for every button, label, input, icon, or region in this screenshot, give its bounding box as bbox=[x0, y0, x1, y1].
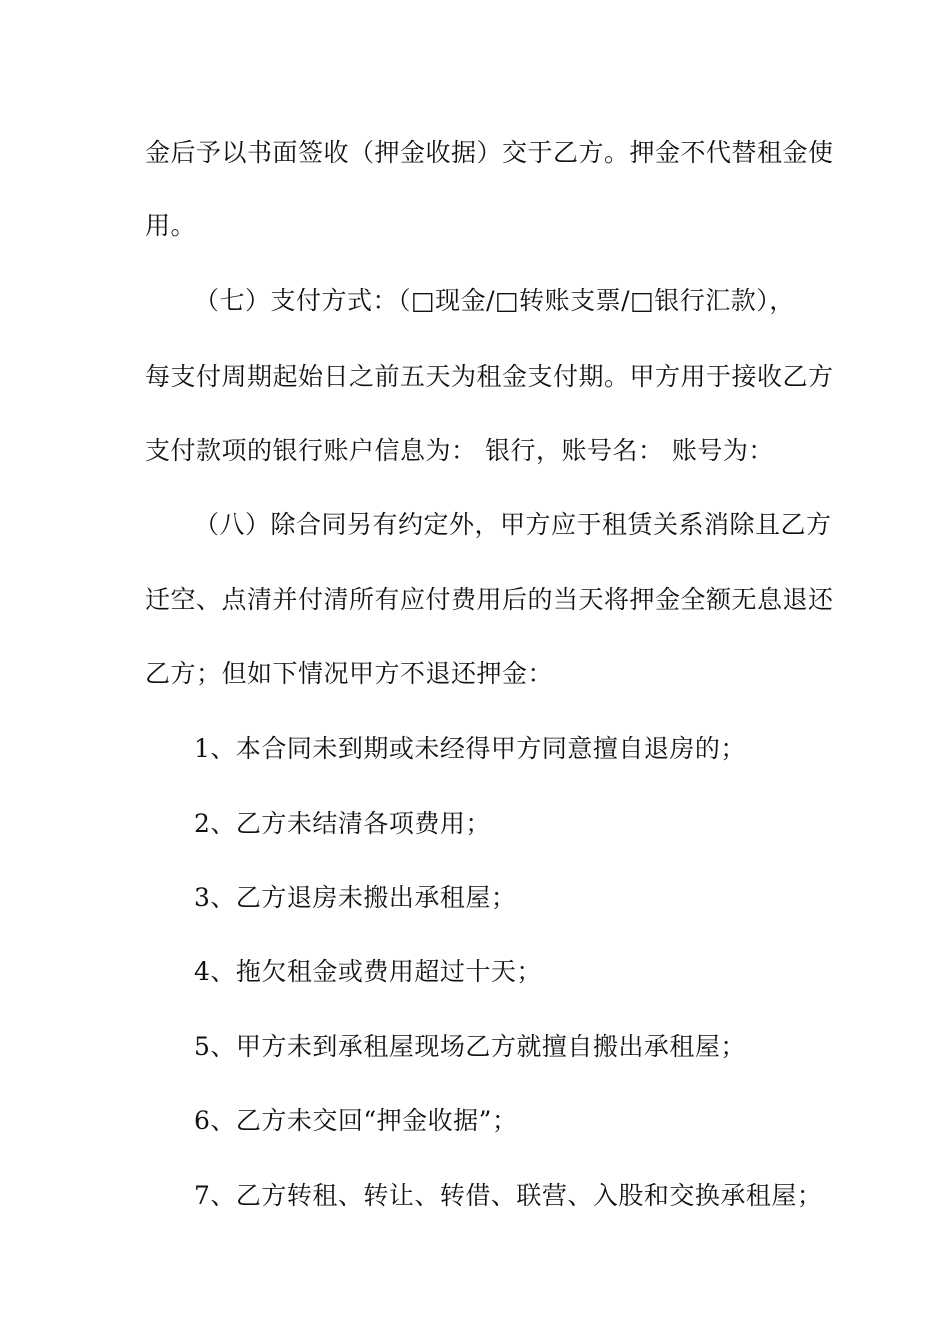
list-item-4: 4、拖欠租金或费用超过十天； bbox=[194, 957, 542, 986]
list-item-3: 3、乙方退房未搬出承租屋； bbox=[194, 883, 517, 912]
clause-7-line-1: （七）支付方式：（□现金/□转账支票/□银行汇款）， bbox=[194, 286, 795, 315]
clause-7-line-2: 每支付周期起始日之前五天为租金支付期。甲方用于接收乙方 bbox=[145, 362, 834, 391]
list-item-5: 5、甲方未到承租屋现场乙方就擅自搬出承租屋； bbox=[194, 1032, 746, 1061]
clause-8-line-2: 迁空、点清并付清所有应付费用后的当天将押金全额无息退还 bbox=[145, 585, 834, 614]
clause-8-line-3: 乙方；但如下情况甲方不退还押金： bbox=[145, 659, 554, 688]
text-line-2: 用。 bbox=[145, 211, 197, 240]
clause-7-line-3: 支付款项的银行账户信息为： 银行，账号名： 账号为： bbox=[145, 436, 774, 465]
list-item-7: 7、乙方转租、转让、转借、联营、入股和交换承租屋； bbox=[194, 1181, 823, 1210]
list-item-2: 2、乙方未结清各项费用； bbox=[194, 809, 491, 838]
list-item-1: 1、本合同未到期或未经得甲方同意擅自退房的； bbox=[194, 734, 746, 763]
list-item-6: 6、乙方未交回“押金收据”； bbox=[194, 1106, 518, 1135]
text-line-1: 金后予以书面签收（押金收据）交于乙方。押金不代替租金使 bbox=[145, 138, 834, 167]
clause-8-line-1: （八）除合同另有约定外，甲方应于租赁关系消除且乙方 bbox=[194, 510, 832, 539]
